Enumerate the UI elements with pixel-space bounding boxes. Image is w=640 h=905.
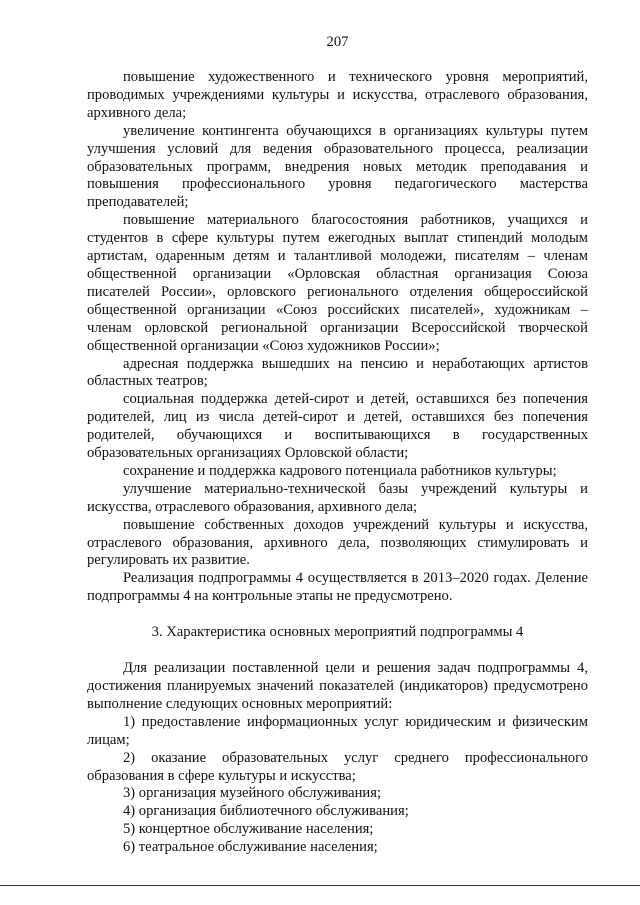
intro-paragraph: Для реализации поставленной цели и решения задач подпрограммы 4, достижения планируемых значений показателей (индикаторов) предусмотрено выполнение следующих основных мероприятий: [87, 660, 588, 712]
measure-item: 6) театральное обслуживание населения; [123, 839, 378, 856]
measure-item: 1) предоставление информационных услуг юридическим и физическим лицам; [87, 713, 588, 748]
paragraph: увеличение контингента обучающихся в организациях культуры путем улучшения условий для ведения образовательного процесса, реализации образовательных программ, внедрения новых методик преподавания и повышения профессионального уровня педагогического мастерства преподавателей; [87, 122, 588, 211]
paragraph: Реализация подпрограммы 4 осуществляется в 2013–2020 годах. Деление подпрограммы 4 на контрольные этапы не предусмотрено. [87, 570, 588, 605]
paragraph: повышение материального благосостояния работников, учащихся и студентов в сфере культуры путем ежегодных выплат стипендий молодым артистам, одаренным детям и талантливой молодежи, писателям – членам общественной организации «Орловская областная организация Союза писателей России», орловского регионального отделения общероссийской общественной организации «Союз российских писателей», художникам – членам орловской региональной организации Всероссийской творческой общественной организации «Союз художников России»; [87, 212, 588, 354]
paragraph: адресная поддержка вышедших на пенсию и неработающих артистов областных театров; [87, 355, 588, 390]
measure-item: 3) организация музейного обслуживания; [123, 785, 382, 802]
paragraph: повышение собственных доходов учреждений культуры и искусства, отраслевого образования, архивного дела, позволяющих стимулировать и регулировать их развитие. [87, 516, 588, 569]
paragraph: сохранение и поддержка кадрового потенциала работников культуры; [123, 462, 557, 479]
page-number: 207 [326, 34, 349, 50]
section-heading: 3. Характеристика основных мероприятий подпрограммы 4 [151, 624, 524, 641]
paragraph: повышение художественного и технического уровня мероприятий, проводимых учреждениями культуры и искусства, отраслевого образования, архивного дела; [87, 69, 588, 121]
bottom-rule [0, 885, 640, 886]
measure-item: 2) оказание образовательных услуг среднего профессионального образования в сфере культуры и искусства; [87, 749, 588, 784]
document-page [87, 0, 588, 905]
measure-item: 4) организация библиотечного обслуживания; [123, 803, 409, 820]
document-body [87, 69, 588, 857]
paragraph: социальная поддержка детей-сирот и детей, оставшихся без попечения родителей, лиц из числа детей-сирот и детей, оставшихся без попечения родителей, обучающихся и воспитывающихся в государственных образовательных организациях Орловской области; [87, 391, 588, 462]
measure-item: 5) концертное обслуживание населения; [123, 821, 374, 838]
paragraph: улучшение материально-технической базы учреждений культуры и искусства, отраслевого образования, архивного дела; [87, 480, 588, 515]
